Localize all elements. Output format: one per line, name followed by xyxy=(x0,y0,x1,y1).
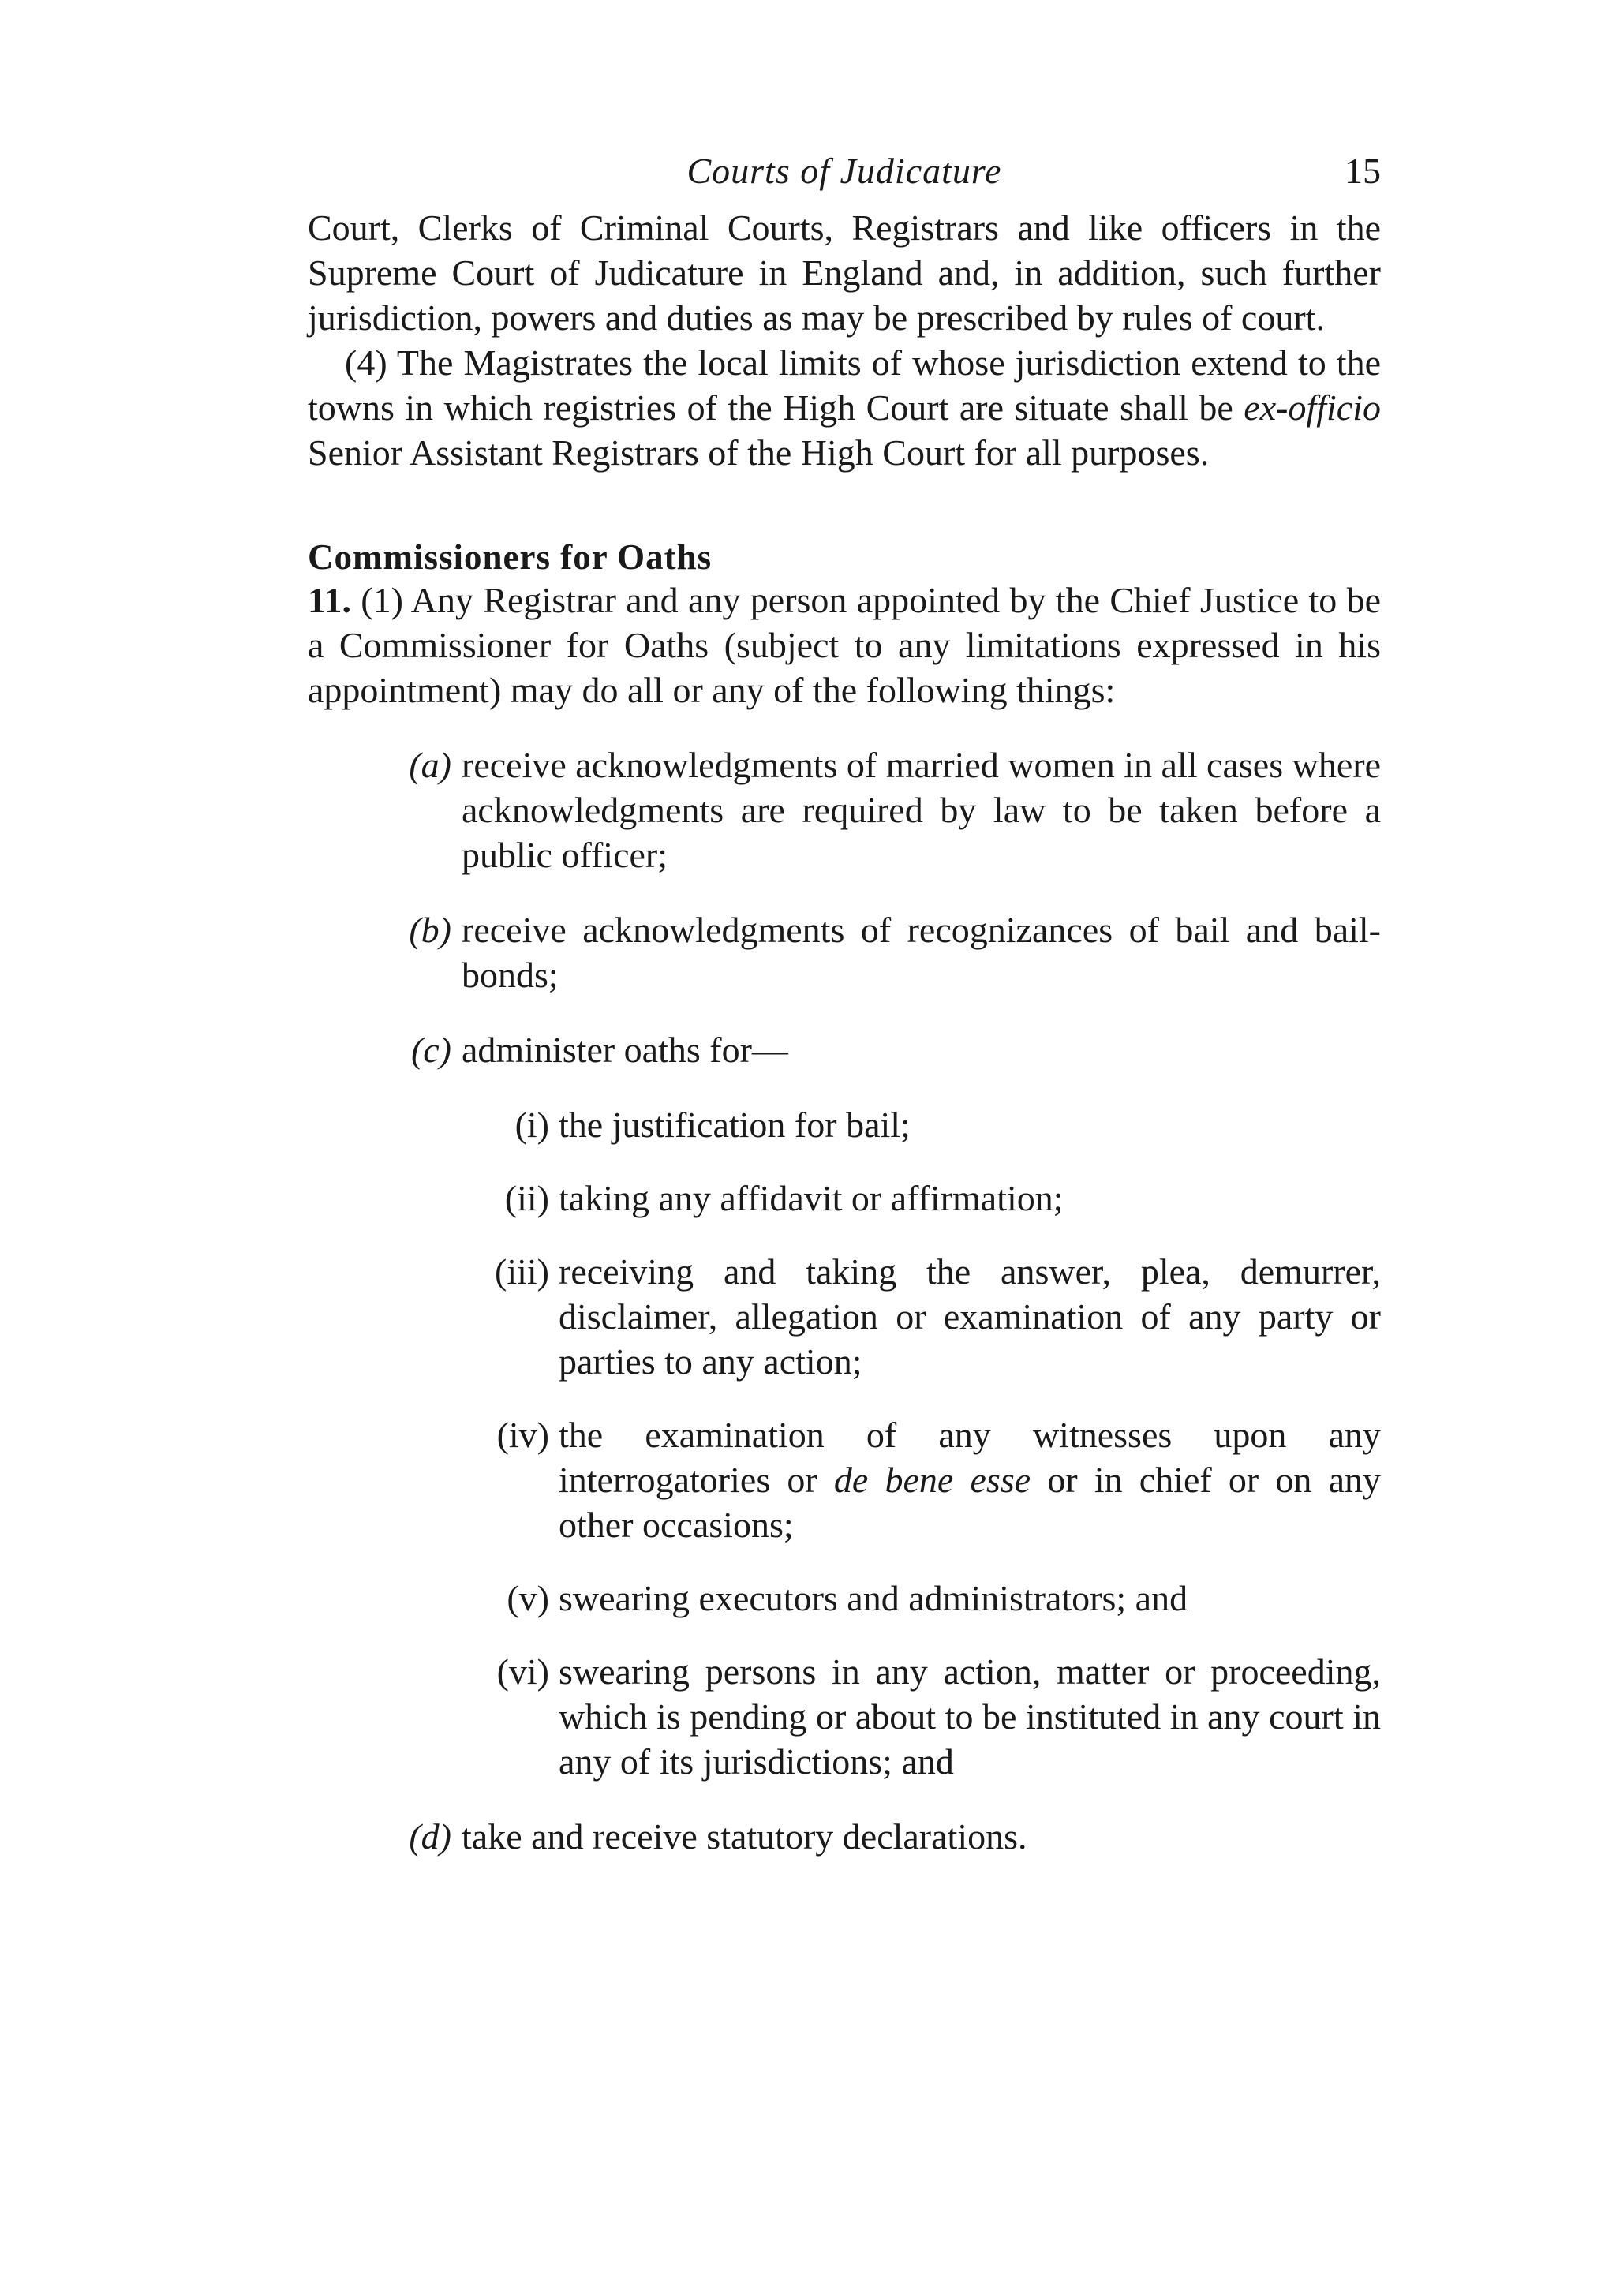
sublist-label: (v) xyxy=(507,1578,549,1618)
sublist-label: (iii) xyxy=(495,1251,549,1292)
list-text: administer oaths for— xyxy=(462,1030,788,1070)
paragraph-text: (4) The Magistrates the local limits of whose jurisdiction extend to the towns in which registries of the High Court are situate shall be xyxy=(308,342,1381,428)
sublist-label: (iv) xyxy=(496,1415,549,1455)
sublist-text: swearing executors and administrators; and xyxy=(559,1578,1188,1618)
sublist-label: (i) xyxy=(514,1105,549,1145)
sublist-item-v xyxy=(308,1576,1381,1621)
sublist-text: receiving and taking the answer, plea, demurrer, disclaimer, allegation or examination of any party or parties to any action; xyxy=(559,1251,1381,1382)
document-page xyxy=(308,150,1381,1859)
list-label: (a) xyxy=(409,745,451,785)
section-heading: Commissioners for Oaths xyxy=(308,537,713,577)
list-item-d xyxy=(308,1814,1381,1859)
sublist-text-part: or in chief or on any other occasions; xyxy=(559,1460,1381,1545)
running-title: Courts of Judicature xyxy=(686,151,1002,191)
list-label: (b) xyxy=(409,910,451,950)
sublist-item-vi xyxy=(308,1649,1381,1784)
running-header xyxy=(308,150,1381,205)
section-11-intro xyxy=(308,578,1381,712)
sublist-label: (ii) xyxy=(504,1178,549,1218)
list-label: (c) xyxy=(410,1030,451,1070)
sublist-text-part: the examination of any witnesses upon any interrogatories or xyxy=(559,1415,1381,1500)
sublist-text: the justification for bail; xyxy=(559,1105,911,1145)
sublist-item-iii xyxy=(308,1249,1381,1384)
paragraph-subsection-4 xyxy=(308,340,1381,475)
sublist-label: (vi) xyxy=(496,1651,549,1692)
paragraph-continuation: Court, Clerks of Criminal Courts, Registrars and like officers in the Supreme Court of Judicature in England and, in addition, such further jurisdiction, powers and duties as may be prescribed by rules of court. xyxy=(308,208,1381,338)
italic-term: de bene esse xyxy=(833,1460,1031,1500)
list-item-a xyxy=(308,742,1381,877)
list-item-c xyxy=(308,1027,1381,1072)
list-text: receive acknowledgments of married women in all cases where acknowledgments are required by law to be taken before a public officer; xyxy=(462,745,1381,875)
list-item-b xyxy=(308,907,1381,997)
italic-term: ex-officio xyxy=(1244,387,1381,428)
section-number: 11. xyxy=(308,580,351,620)
paragraph-text: Senior Assistant Registrars of the High Court for all purposes. xyxy=(308,432,1210,473)
sublist-text: taking any affidavit or affirmation; xyxy=(559,1178,1064,1218)
sublist-text xyxy=(559,1415,1381,1545)
page-number: 15 xyxy=(1345,151,1381,191)
sublist-item-i xyxy=(308,1102,1381,1147)
list-text: receive acknowledgments of recognizances of bail and bail-bonds; xyxy=(462,910,1381,995)
list-text: take and receive statutory declarations. xyxy=(462,1816,1027,1857)
sublist-text: swearing persons in any action, matter or proceeding, which is pending or about to be instituted in any court in any of its jurisdictions; and xyxy=(559,1651,1381,1782)
sublist-item-ii xyxy=(308,1176,1381,1221)
section-intro-text: (1) Any Registrar and any person appointed by the Chief Justice to be a Commissioner for Oaths (subject to any limitations expressed in his appointment) may do all or any of the following things: xyxy=(308,580,1381,710)
list-label: (d) xyxy=(409,1816,451,1857)
sublist-item-iv xyxy=(308,1412,1381,1547)
